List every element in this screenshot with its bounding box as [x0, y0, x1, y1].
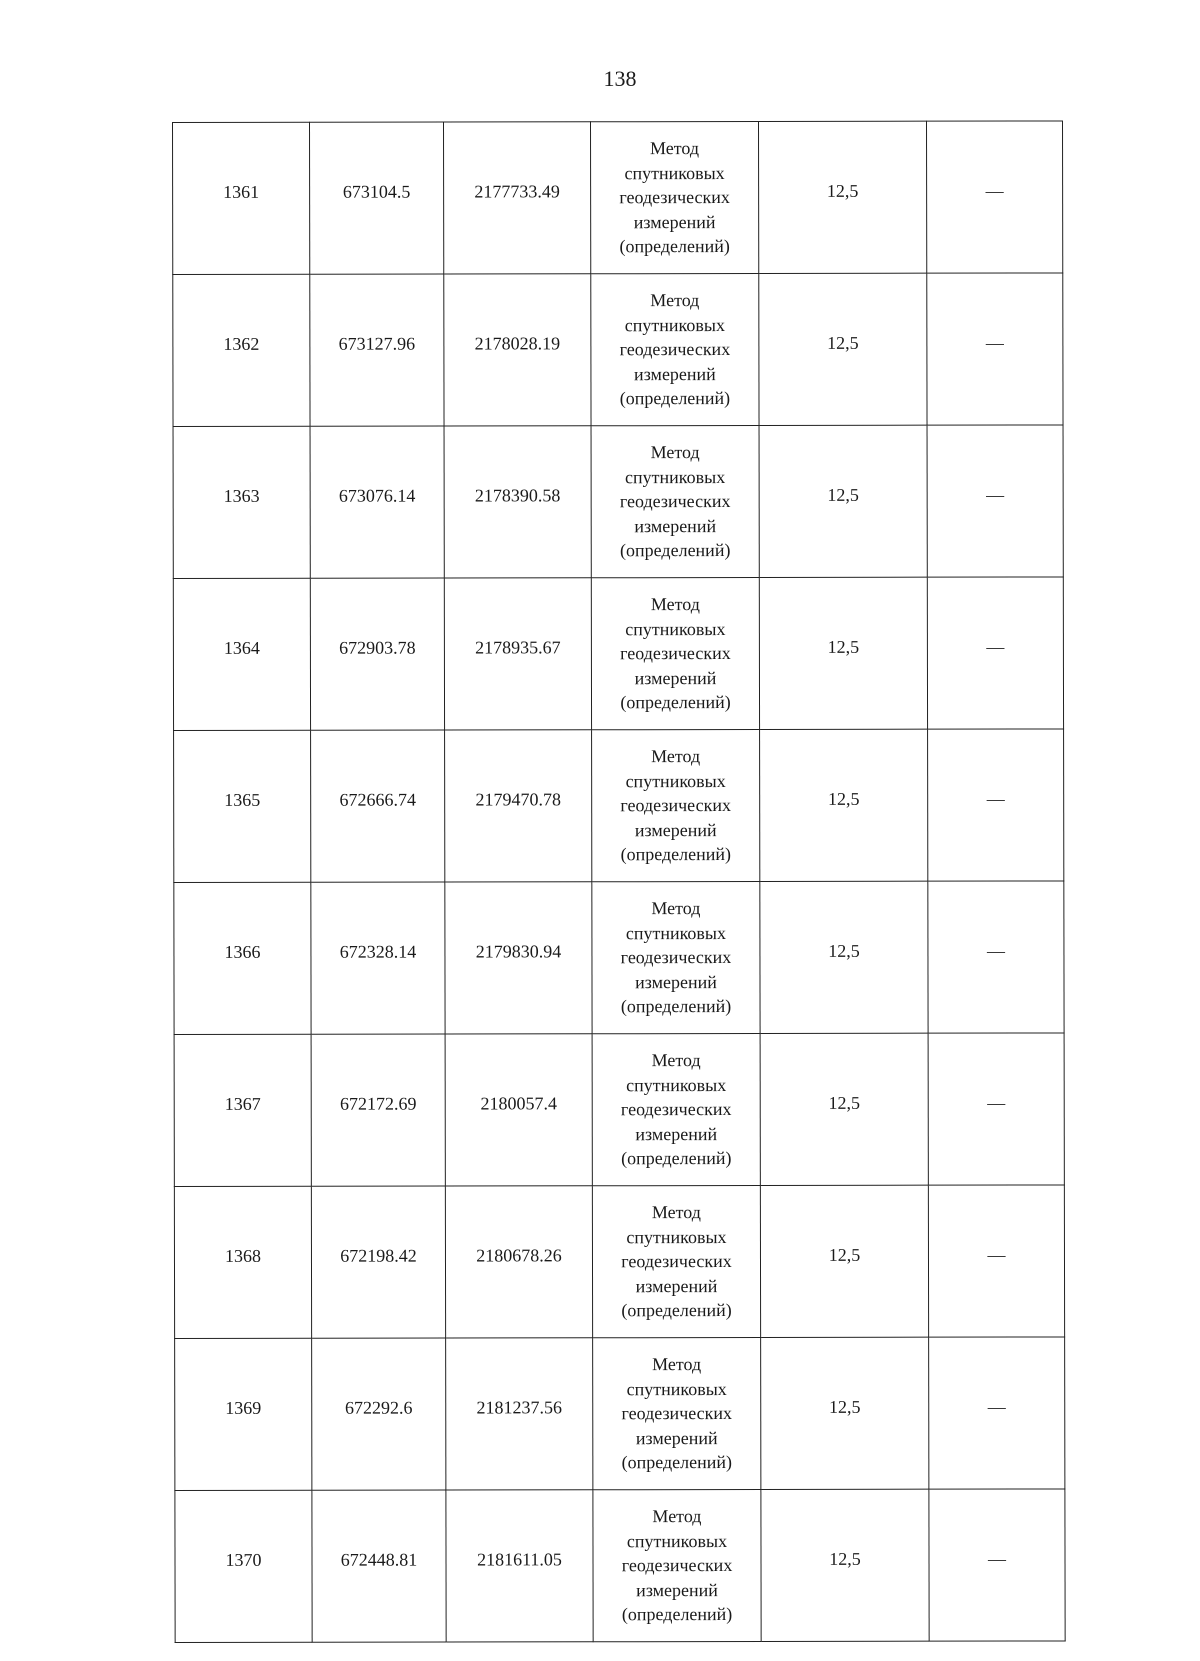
method-line: Метод [652, 1354, 702, 1375]
point-number-cell: 1361 [173, 122, 310, 274]
accuracy-cell: 12,5 [760, 1033, 928, 1185]
method-line: геодезических [620, 643, 731, 664]
table-row [173, 273, 1063, 427]
method-line: измерений [633, 211, 716, 232]
table-row [174, 881, 1064, 1035]
table-row [175, 1489, 1065, 1643]
point-number-cell: 1364 [173, 578, 310, 730]
y-coordinate-cell: 2179470.78 [445, 730, 592, 882]
method-line: спутниковых [624, 314, 725, 335]
y-coordinate-cell: 2180678.26 [445, 1186, 592, 1338]
dash-mark: — [986, 788, 1005, 809]
method-line: геодезических [621, 1555, 733, 1576]
y-coordinate-cell: 2181611.05 [446, 1490, 593, 1642]
method-line: геодезических [619, 491, 731, 512]
accuracy-cell: 12,5 [761, 1337, 929, 1489]
y-coordinate-cell: 2178390.58 [444, 426, 591, 578]
method-line: (определений) [621, 1148, 732, 1169]
method-line: измерений [635, 1427, 718, 1448]
method-cell [591, 577, 759, 729]
note-cell [928, 1033, 1064, 1185]
table-row [173, 425, 1063, 579]
table-row [173, 121, 1063, 275]
method-line: спутниковых [626, 1530, 728, 1551]
method-cell [592, 729, 760, 881]
method-line: измерений [634, 515, 717, 536]
table-row [173, 577, 1063, 731]
table-row [174, 1185, 1064, 1339]
coordinates-table [172, 120, 1066, 1643]
method-line: измерений [635, 1275, 718, 1296]
method-line: геодезических [620, 1099, 732, 1120]
method-line: спутниковых [625, 466, 726, 487]
point-number-cell: 1370 [175, 1490, 312, 1642]
method-line: Метод [651, 746, 701, 767]
method-cell [591, 121, 759, 273]
method-line: спутниковых [625, 922, 727, 943]
method-line: спутниковых [626, 1226, 727, 1247]
point-number-cell: 1368 [174, 1186, 311, 1338]
method-line: Метод [650, 594, 700, 615]
x-coordinate-cell: 673076.14 [310, 426, 444, 578]
method-cell [591, 425, 759, 577]
method-line: измерений [635, 971, 717, 992]
method-line: (определений) [621, 1604, 733, 1625]
accuracy-cell: 12,5 [759, 121, 927, 273]
method-line: (определений) [620, 692, 731, 713]
method-line: Метод [651, 898, 701, 919]
point-number-cell: 1363 [173, 426, 310, 578]
coordinates-table-body [173, 121, 1066, 1643]
x-coordinate-cell: 672903.78 [310, 578, 444, 730]
dash-mark: — [987, 1548, 1007, 1569]
method-line: геодезических [619, 339, 731, 360]
method-line: измерений [634, 667, 717, 688]
dash-mark: — [986, 484, 1005, 505]
method-line: (определений) [620, 540, 731, 561]
accuracy-cell: 12,5 [760, 1185, 928, 1337]
method-line: Метод [650, 290, 700, 311]
method-line: Метод [651, 1202, 701, 1223]
point-number-cell: 1365 [174, 730, 311, 882]
dash-mark: — [986, 636, 1005, 657]
method-line: измерений [634, 819, 717, 840]
note-cell [928, 1185, 1064, 1337]
dash-mark: — [985, 180, 1004, 201]
x-coordinate-cell: 672198.42 [311, 1186, 445, 1338]
dash-mark: — [986, 940, 1005, 961]
table-row [174, 1033, 1064, 1187]
method-line: (определений) [621, 1300, 732, 1321]
accuracy-cell: 12,5 [761, 1489, 929, 1641]
method-cell [593, 1337, 761, 1489]
point-number-cell: 1362 [173, 274, 310, 426]
note-cell [928, 729, 1064, 881]
method-line: (определений) [620, 996, 732, 1017]
y-coordinate-cell: 2179830.94 [445, 882, 592, 1034]
method-line: измерений [635, 1123, 718, 1144]
dash-mark: — [987, 1092, 1006, 1113]
note-cell [927, 425, 1063, 577]
note-cell [927, 273, 1063, 425]
method-line: Метод [652, 1506, 702, 1527]
method-line: измерений [634, 363, 716, 384]
method-line: геодезических [621, 1251, 732, 1272]
table-row [175, 1337, 1065, 1491]
accuracy-cell: 12,5 [759, 577, 927, 729]
method-cell [591, 273, 759, 425]
note-cell [928, 881, 1064, 1033]
method-line: геодезических [620, 795, 732, 816]
method-cell [592, 1033, 760, 1185]
method-line: геодезических [619, 187, 730, 208]
x-coordinate-cell: 673127.96 [310, 274, 444, 426]
page-number: 138 [603, 66, 637, 91]
dash-mark: — [985, 332, 1004, 353]
point-number-cell: 1366 [174, 882, 311, 1034]
method-cell [592, 881, 760, 1033]
table-row [174, 729, 1064, 883]
method-line: Метод [650, 138, 700, 159]
method-line: спутниковых [626, 1074, 727, 1095]
note-cell [926, 121, 1062, 273]
method-cell [592, 1185, 760, 1337]
x-coordinate-cell: 672328.14 [311, 882, 445, 1034]
y-coordinate-cell: 2181237.56 [446, 1338, 593, 1490]
method-line: Метод [651, 1050, 701, 1071]
y-coordinate-cell: 2178028.19 [444, 274, 591, 426]
x-coordinate-cell: 672172.69 [311, 1034, 445, 1186]
method-line: спутниковых [625, 770, 726, 791]
x-coordinate-cell: 673104.5 [310, 122, 444, 274]
method-line: (определений) [619, 388, 731, 409]
method-cell [593, 1489, 761, 1641]
method-line: спутниковых [625, 618, 726, 639]
accuracy-cell: 12,5 [760, 729, 928, 881]
x-coordinate-cell: 672292.6 [312, 1338, 446, 1490]
method-line: геодезических [620, 947, 732, 968]
method-line: геодезических [621, 1403, 733, 1424]
method-line: (определений) [620, 844, 731, 865]
dash-mark: — [987, 1396, 1006, 1417]
y-coordinate-cell: 2177733.49 [444, 122, 591, 274]
note-cell [927, 577, 1063, 729]
method-line: спутниковых [624, 162, 725, 183]
y-coordinate-cell: 2180057.4 [445, 1034, 592, 1186]
accuracy-cell: 12,5 [759, 425, 927, 577]
x-coordinate-cell: 672666.74 [311, 730, 445, 882]
accuracy-cell: 12,5 [759, 273, 927, 425]
point-number-cell: 1369 [175, 1338, 312, 1490]
y-coordinate-cell: 2178935.67 [444, 578, 591, 730]
accuracy-cell: 12,5 [760, 881, 928, 1033]
method-line: (определений) [621, 1452, 733, 1473]
method-line: спутниковых [626, 1378, 727, 1399]
note-cell [929, 1337, 1065, 1489]
point-number-cell: 1367 [174, 1034, 311, 1186]
dash-mark: — [987, 1244, 1006, 1265]
method-line: Метод [650, 442, 700, 463]
note-cell [929, 1489, 1065, 1641]
method-line: измерений [636, 1579, 718, 1600]
x-coordinate-cell: 672448.81 [312, 1490, 446, 1642]
method-line: (определений) [619, 236, 730, 257]
